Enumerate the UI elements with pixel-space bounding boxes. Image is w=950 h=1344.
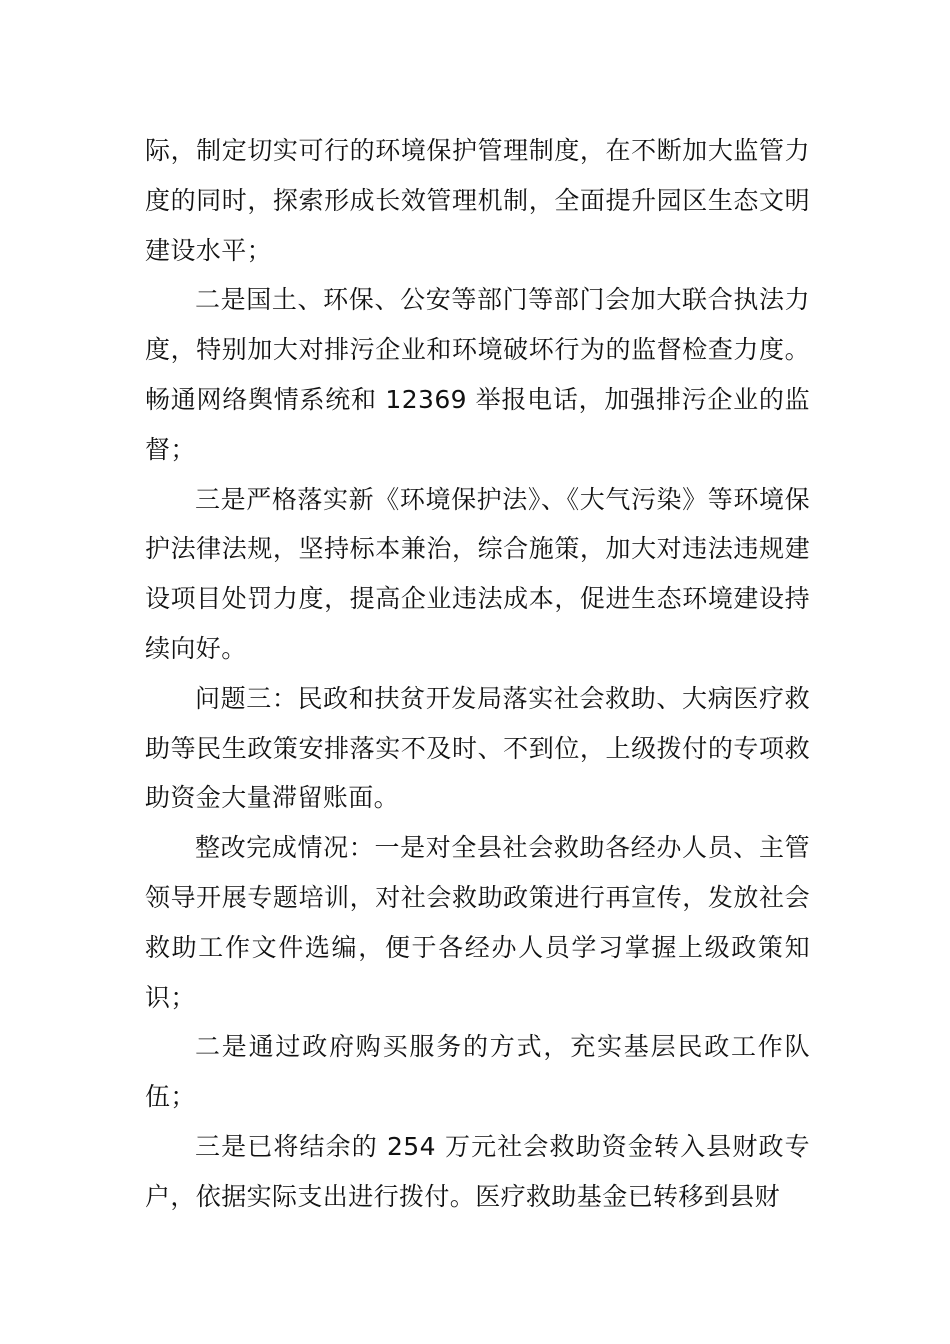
paragraph-continuation: 际，制定切实可行的环境保护管理制度，在不断加大监管力度的同时，探索形成长效管理机制，全面提升园区生态文明建设水平； bbox=[145, 136, 810, 265]
paragraph-item-two-enforcement: 二是国土、环保、公安等部门等部门会加大联合执法力度，特别加大对排污企业和环境破坏行为的监督检查力度。畅通网络舆情系统和 12369 举报电话，加强排污企业的监督； bbox=[145, 285, 810, 464]
paragraph-item-two-services: 二是通过政府购买服务的方式，充实基层民政工作队伍； bbox=[145, 1032, 810, 1112]
document-body bbox=[145, 126, 810, 1222]
paragraph-issue-three: 问题三：民政和扶贫开发局落实社会救助、大病医疗救助等民生政策安排落实不及时、不到位，上级拨付的专项救助资金大量滞留账面。 bbox=[145, 683, 810, 813]
paragraph-rectification-status: 整改完成情况：一是对全县社会救助各经办人员、主管领导开展专题培训，对社会救助政策进行再宣传，发放社会救助工作文件选编，便于各经办人员学习掌握上级政策知识； bbox=[145, 833, 810, 1012]
paragraph-item-three-law: 三是严格落实新《环境保护法》、《大气污染》等环境保护法律法规，坚持标本兼治，综合施策，加大对违法违规建设项目处罚力度，提高企业违法成本，促进生态环境建设持续向好。 bbox=[145, 484, 810, 663]
paragraph-item-three-funds: 三是已将结余的 254 万元社会救助资金转入县财政专户，依据实际支出进行拨付。医疗救助基金已转移到县财 bbox=[145, 1131, 810, 1211]
